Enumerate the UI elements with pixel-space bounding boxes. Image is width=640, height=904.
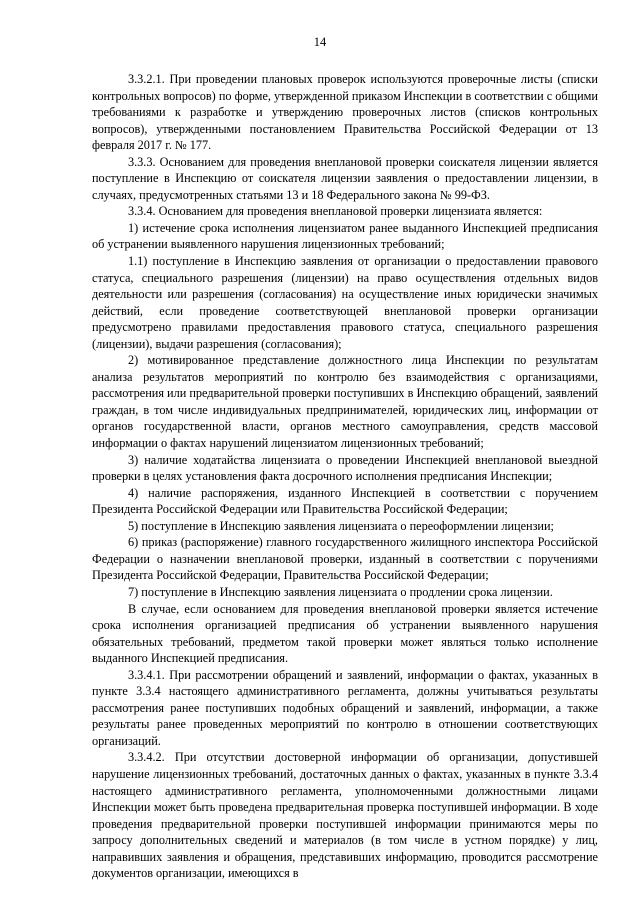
- list-item-4: 4) наличие распоряжения, изданного Инспекцией в соответствии с поручением Президента Российской Федерации или Правительства Российской Федерации;: [92, 485, 598, 517]
- paragraph-special-case: В случае, если основанием для проведения внеплановой проверки является истечение срока исполнения организацией предписания об устранении выявленного нарушения обязательных требований, предметом такой проверки может являться только исполнение выданного Инспекцией предписания.: [92, 601, 598, 666]
- list-item-6: 6) приказ (распоряжение) главного государственного жилищного инспектора Российской Федерации о назначении внеплановой проверки, изданный в соответствии с поручениями Президента Российской Федерации, Правительства Российской Федерации;: [92, 535, 598, 583]
- body-text: [92, 71, 598, 882]
- list-item-5: 5) поступление в Инспекцию заявления лицензиата о переоформлении лицензии;: [128, 518, 554, 533]
- paragraph-3-3-4-2: 3.3.4.2. При отсутствии достоверной информации об организации, допустившей нарушение лицензионных требований, достаточных данных о фактах, указанных в пункте 3.3.4 настоящего административного регламента, уполномоченными должностными лицами Инспекции может быть проведена предварительная проверка поступившей информации. В ходе проведения предварительной проверки поступившей информации принимаются меры по запросу дополнительных сведений и материалов (в том числе в устном порядке) у лиц, направивших заявления и обращения, представивших информацию, проводится рассмотрение документов организации, имеющихся в: [92, 750, 598, 881]
- list-item-3: 3) наличие ходатайства лицензиата о проведении Инспекцией внеплановой выездной проверки в целях установления факта досрочного исполнения предписания Инспекции;: [92, 452, 598, 484]
- paragraph-3-3-4-1: 3.3.4.1. При рассмотрении обращений и заявлений, информации о фактах, указанных в пункте 3.3.4 настоящего административного регламента, должны учитываться результаты рассмотрения ранее поступивших подобных обращений и заявлений, информации, а также результаты ранее проведенных мероприятий по контролю в отношении соответствующих организаций.: [92, 667, 598, 748]
- page-number: 14: [313, 35, 327, 49]
- list-item-7: 7) поступление в Инспекцию заявления лицензиата о продлении срока лицензии.: [128, 584, 553, 599]
- paragraph-3-3-4: 3.3.4. Основанием для проведения внеплановой проверки лицензиата является:: [128, 204, 543, 219]
- list-item-1-1: 1.1) поступление в Инспекцию заявления от организации о предоставлении правового статуса, специального разрешения (лицензии) на право осуществления отдельных видов деятельности или разрешения (согласования) на осуществление иных юридически значимых действий, если проведение соответствующей внеплановой проверки организации предусмотрено правилами предоставления правового статуса, специального разрешения (лицензии), выдачи разрешения (согласования);: [92, 254, 598, 351]
- paragraph-3-3-3: 3.3.3. Основанием для проведения внеплановой проверки соискателя лицензии является поступление в Инспекцию от соискателя лицензии заявления о предоставлении лицензии, в случаях, предусмотренных статьями 13 и 18 Федерального закона № 99-ФЗ.: [92, 154, 598, 202]
- paragraph-3-3-2-1: 3.3.2.1. При проведении плановых проверок используются проверочные листы (списки контрольных вопросов) по форме, утвержденной приказом Инспекции в соответствии с общими требованиями к разработке и утверждению проверочных листов (списков контрольных вопросов), утвержденными постановлением Правительства Российской Федерации от 13 февраля 2017 г. № 177.: [92, 72, 598, 153]
- list-item-1: 1) истечение срока исполнения лицензиатом ранее выданного Инспекцией предписания об устранении выявленного нарушения лицензионных требований;: [92, 220, 598, 252]
- list-item-2: 2) мотивированное представление должностного лица Инспекции по результатам анализа результатов мероприятий по контролю без взаимодействия с организациями, рассмотрения или предварительной проверки поступивших в Инспекцию обращений, заявлений граждан, в том числе индивидуальных предпринимателей, юридических лиц, информации от органов государственной власти, органов местного самоуправления, средств массовой информации о фактах нарушений лицензиатом лицензионных требований;: [92, 353, 598, 451]
